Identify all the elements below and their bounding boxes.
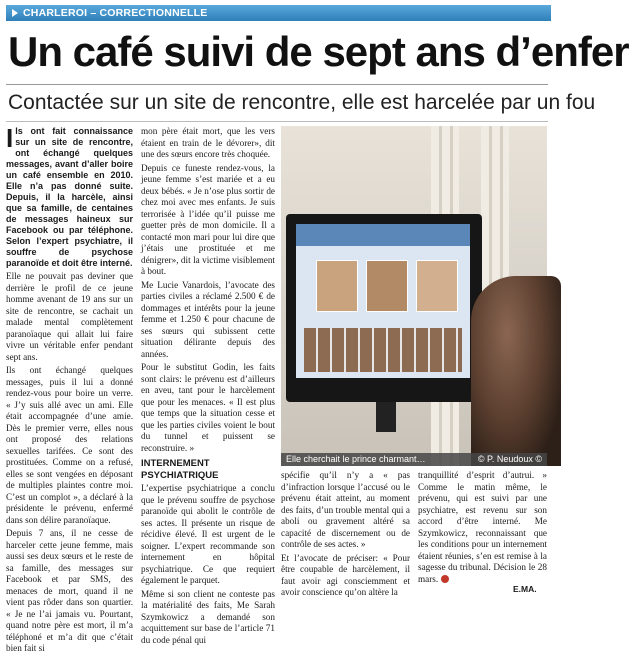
end-mark-icon <box>441 575 449 583</box>
body-paragraph: Pour le substitut Godin, les faits sont clairs: le prévenu est d’ailleurs en aveu, tant pour le harcèlement que pour les menaces. « Il est plus que temps que la situation cesse et que les parties civiles voient le bout du tunnel et puissent se reconstruire. » <box>141 362 275 453</box>
lead-text: ls ont fait connaissance sur un site de rencontre, ont échangé quelques messages, avant d’aller boire un café ensemble en 2010. Elle n’a pas donné suite. Depuis, il la harcèle, ainsi que sa famille, de centaines de messages haineux sur Facebook ou par téléphone. Selon l’expert psychiatre, il souffre de psychose paranoïde et doit être interné. <box>6 126 133 268</box>
divider <box>6 84 548 85</box>
body-paragraph: Me Lucie Vanardois, l’avocate des parties civiles a réclamé 2.500 € de dommages et intérêts pour la jeune femme et 1.250 € pour chacune de ses sœurs qui subissent cette situation délirante depuis des années. <box>141 279 275 359</box>
author-signature: E.MA. <box>513 584 537 594</box>
body-paragraph: mon père était mort, que les vers étaient en train de le dévorer», dit une des sœurs encore très choquée. <box>141 126 275 159</box>
body-paragraph <box>418 470 547 585</box>
monitor-stand <box>376 402 396 432</box>
lead-paragraph <box>6 123 133 269</box>
computer-monitor <box>286 214 482 402</box>
profile-thumbnails <box>304 328 462 372</box>
dating-site-screen <box>296 224 470 378</box>
article-photo <box>281 126 547 466</box>
closing-text: tranquillité d’esprit d’autrui. » Comme le matin même, le prévenu, qui est suivi par une psychiatre, est revenu sur son accord d’être interné. Me Szymkowicz, reconnaissant que les conditions pour un internement étaient réunies, s’en est remise à la sagesse du tribunal. Décision le 28 mars. <box>418 470 547 584</box>
divider <box>6 121 548 122</box>
photo-caption-bar <box>281 453 547 466</box>
person-silhouette <box>471 276 561 466</box>
triangle-icon <box>12 9 18 17</box>
body-paragraph: Ils ont échangé quelques messages, puis il lui a donné rendez-vous pour boire un verre. « J’y suis allé avec un ami. Elle était accompagnée d’une amie. Dès le premier verre, elles nous ont proposé des relations sexuelles tarifées. Ce sont des prostituées. Comme on a refusé, elles se sont vengées en déposant de multiples plaintes contre moi. C’est un complot », a déclaré à la présidente le prévenu, enfermé dans son délire paranoïaque. <box>6 365 133 525</box>
subtitle: Contactée sur un site de rencontre, elle est harcelée par un fou <box>8 91 596 114</box>
body-paragraph: Elle ne pouvait pas deviner que derrière le profil de ce jeune homme avenant de 19 ans sur un site de rencontre, se cachait un malade mental complètement paranoïaque qui allait lui faire vivre un véritable enfer pendant sept ans. <box>6 271 133 362</box>
article-column-1 <box>6 123 133 657</box>
rubric-label: CHARLEROI – CORRECTIONNELLE <box>23 7 208 19</box>
profile-photo <box>316 260 358 312</box>
body-paragraph: Depuis ce funeste rendez-vous, la jeune femme s’est mariée et a eu deux bébés. « Je n’ose plus sortir de chez moi avec mes enfants. Je suis terrorisée à l’idée qu’il puisse me guetter près de mon domicile. Il a contacté mon mari pour lui dire que j’étais une prostituée et me dénigrer», dit la victime visiblement à bout. <box>141 162 275 276</box>
body-paragraph: spécifie qu’il n’y a « pas d’infraction lorsque l’accusé ou le prévenu était atteint, au moment des faits, d’un trouble mental qui a aboli ou gravement altéré sa capacité de discernement ou de contrôle de ses actes. » <box>281 470 410 549</box>
section-rubric <box>6 5 551 21</box>
screen-header <box>296 224 470 246</box>
profile-photo <box>366 260 408 312</box>
body-paragraph: Même si son client ne conteste pas la matérialité des faits, Me Sarah Szymkowicz a demandé son acquittement sur base de l’article 71 du code pénal qui <box>141 588 275 645</box>
crosshead: INTERNEMENT PSYCHIATRIQUE <box>141 458 219 481</box>
article-column-4 <box>418 470 547 587</box>
page-title: Un café suivi de sept ans d’enfer <box>8 28 629 75</box>
rubric-bar <box>0 0 551 30</box>
body-paragraph: L’expertise psychiatrique a conclu que le prévenu souffre de psychose paranoïde qui abolit le contrôle de ses actes. Il présente un risque de récidive élevé. Il est urgent de le soigner. L’expert recommande son internement en hôpital psychiatrique. Ce que requiert également le parquet. <box>141 483 275 585</box>
article-column-2 <box>141 126 275 648</box>
article-column-3 <box>281 470 410 601</box>
profile-photo <box>416 260 458 312</box>
photo-caption: Elle cherchait le prince charmant… <box>286 454 426 464</box>
photo-credit: © P. Neudoux © <box>477 454 542 464</box>
dropcap: I <box>6 123 14 153</box>
body-paragraph: Et l’avocate de préciser: « Pour être coupable de harcèlement, il faut avoir agi consciemment et avoir conscience qu’on altère la <box>281 552 410 597</box>
body-paragraph: Depuis 7 ans, il ne cesse de harceler cette jeune femme, mais aussi ses deux sœurs et le reste de sa famille, des messages sur Facebook et par SMS, des menaces de mort, quand il ne vient pas rôder dans son quartier. « Je ne l’ai jamais vu. Pourtant, quand notre père est mort, il m’a téléphoné et m’a dit que c’était bien fait si <box>6 528 133 653</box>
